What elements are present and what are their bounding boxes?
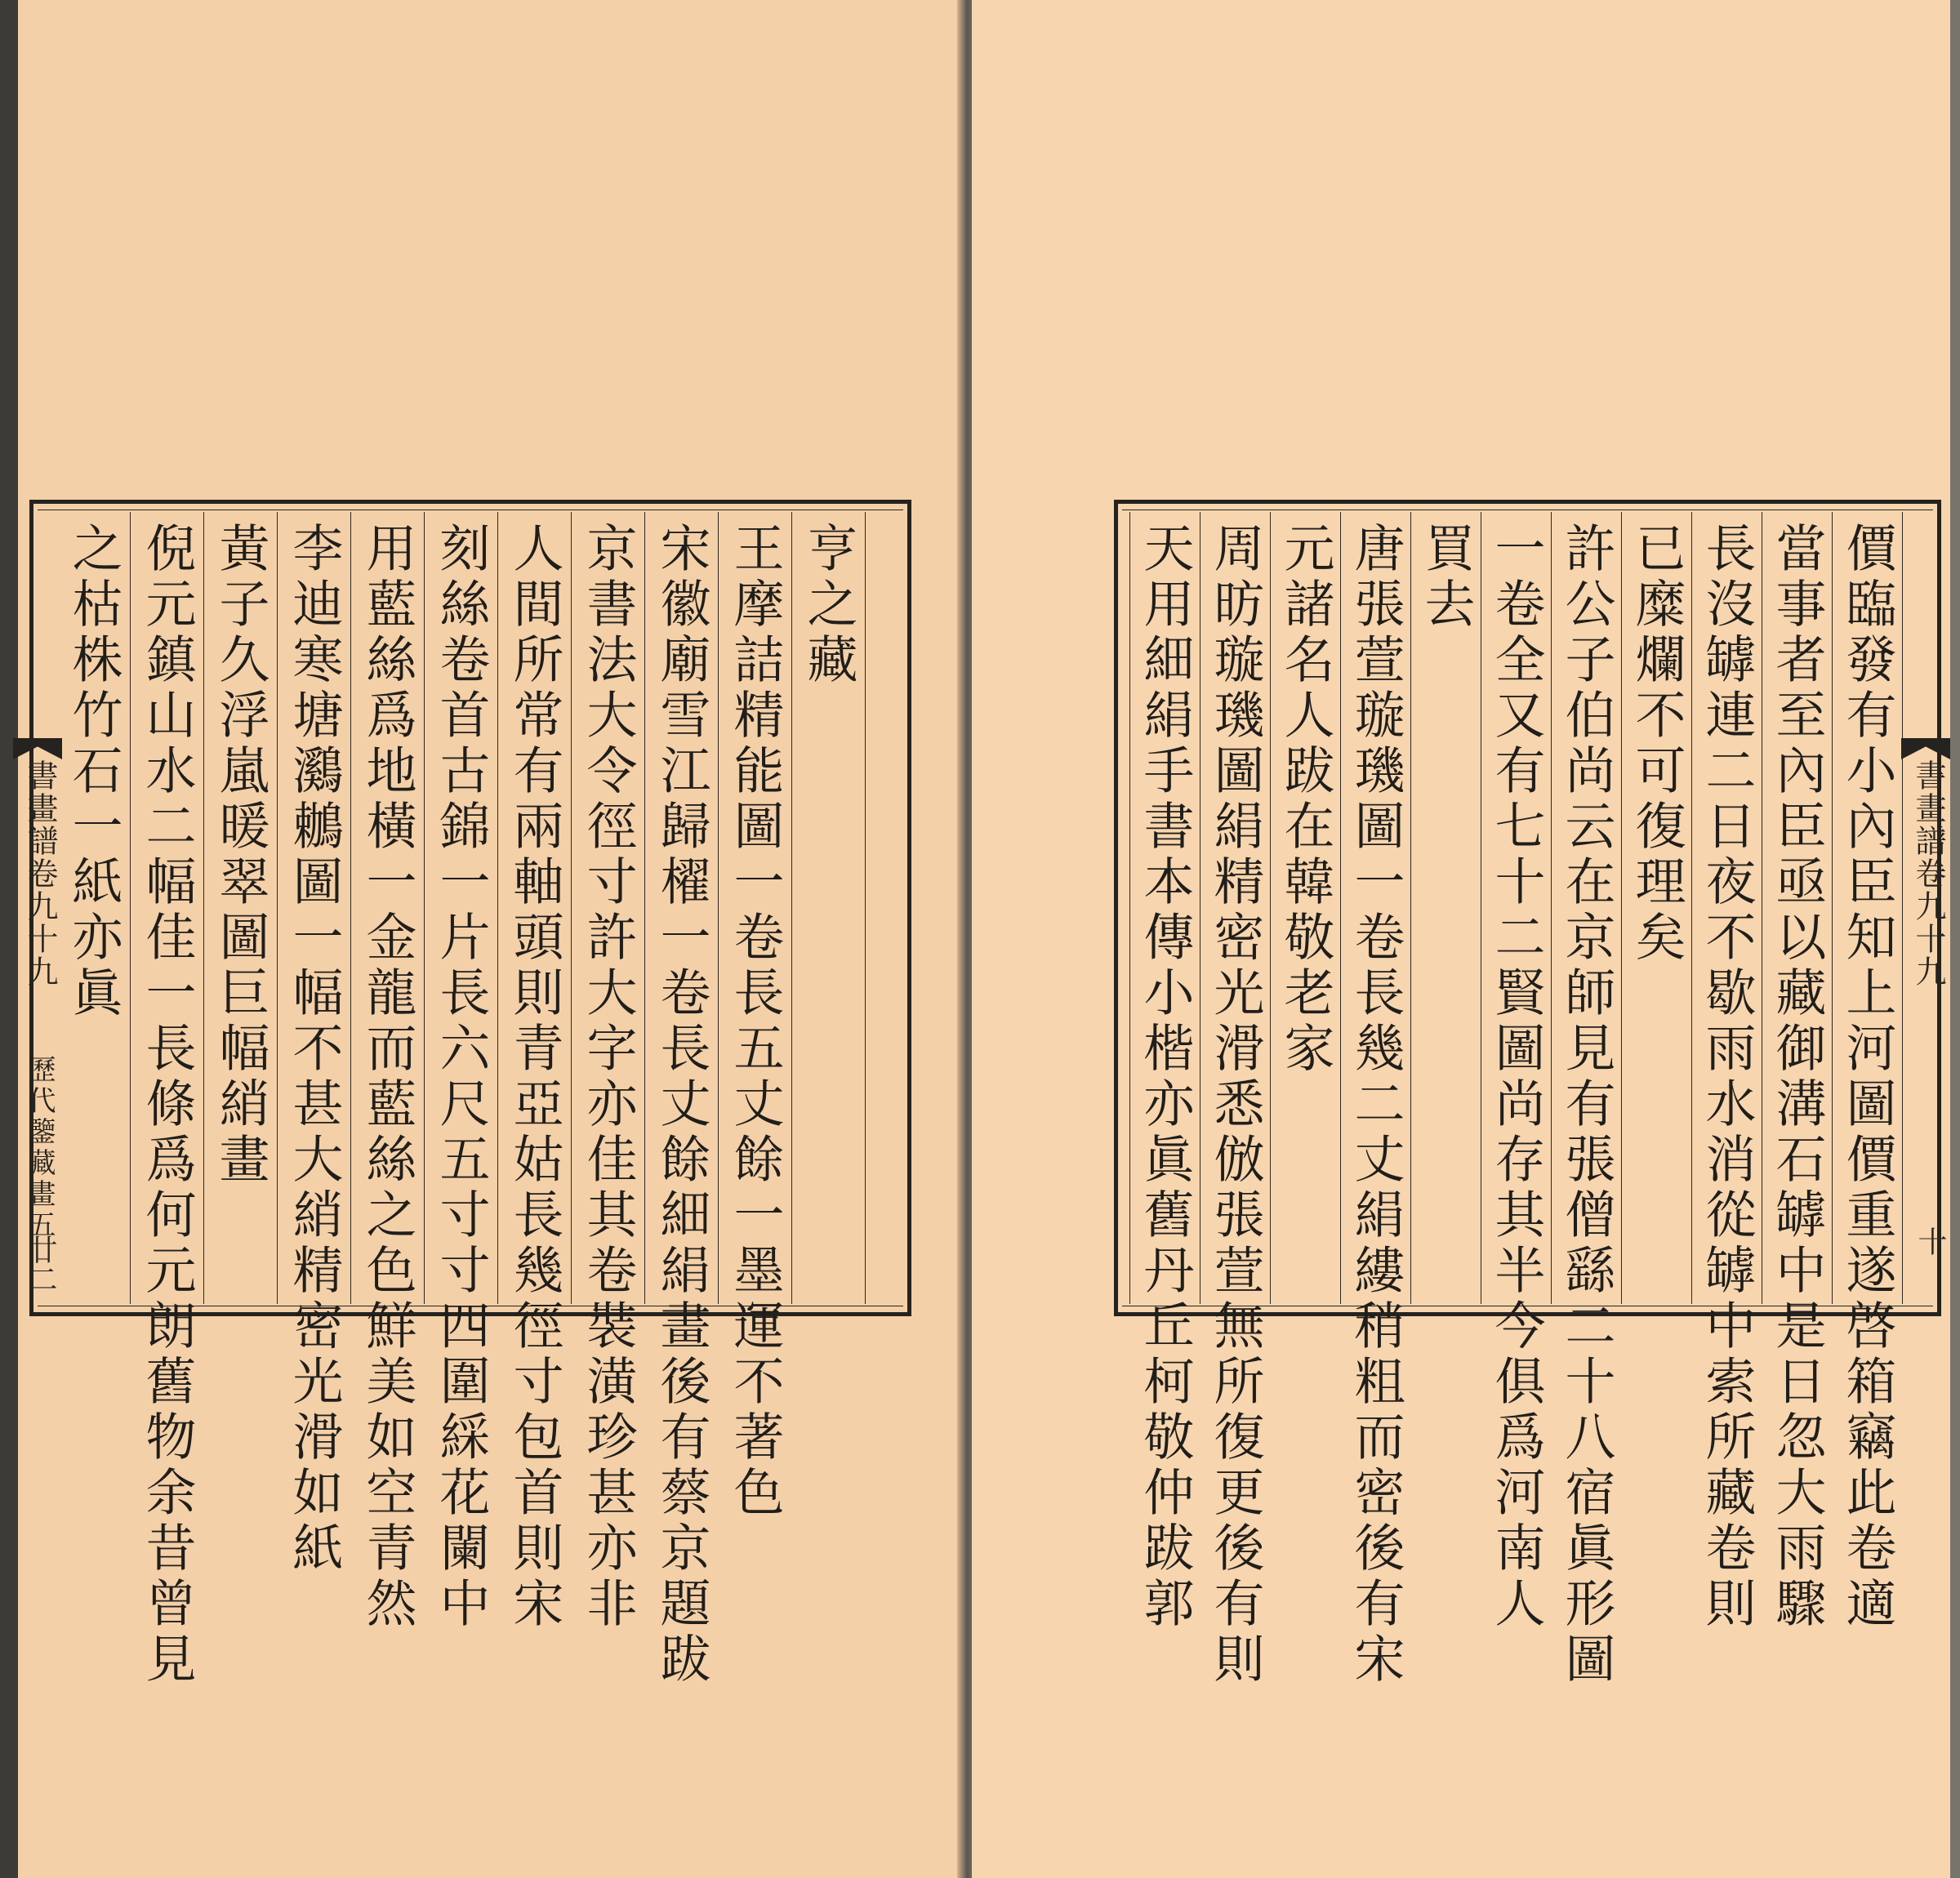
column-rule [718,512,719,1304]
left-page-fold [7,500,64,1316]
fold-page-number: 十 [1913,1226,1947,1256]
column-rule [203,512,204,1304]
column-rule [1832,512,1833,1304]
text-column: 倪元鎮山水二幅佳一長條爲何元朗舊物余昔曾見 [137,522,197,1688]
text-column: 黃子久浮嵐暖翠圖巨幅綃畫 [211,522,270,1188]
column-rule [130,512,131,1304]
text-column: 唐張萱璇璣圖一卷長幾二丈絹縷稍粗而密後有宋 [1346,522,1405,1688]
text-column: 天用細絹手書本傳小楷亦眞舊丹丘柯敬仲跋郭 [1135,522,1195,1632]
column-rule [1410,512,1411,1304]
text-column: 刻絲卷首古錦一片長六尺五寸寸四圍綵花闌中 [431,522,491,1632]
text-column: 李迪寒塘鸂鶒圖一幅不甚大綃精密光滑如紙 [284,522,344,1577]
book-edge-right [1950,0,1960,1878]
column-rule [865,512,866,1304]
text-column: 亨之藏 [799,522,858,688]
text-column: 買去 [1416,522,1476,633]
column-rule [350,512,351,1304]
fold-book-title: 書畫譜卷九十九 [1910,759,1946,988]
column-rule [277,512,278,1304]
fishtail-mark [13,738,62,759]
column-rule [497,512,498,1304]
text-column: 周昉璇璣圖絹精密光滑悉倣張萱無所復更後有則 [1205,522,1265,1688]
text-column: 用藍絲爲地橫一金龍而藍絲之色鮮美如空青然 [358,522,417,1632]
column-rule [791,512,792,1304]
left-page [18,0,967,1878]
text-column: 一卷全又有七十二賢圖尚存其半今俱爲河南人 [1486,522,1546,1632]
text-column: 已糜爛不可復理矣 [1627,522,1686,966]
column-rule [1551,512,1552,1304]
right-page [972,0,1952,1878]
text-column: 王摩詰精能圖一卷長五丈餘一墨運不著色 [725,522,785,1521]
text-column: 宋徽廟雪江歸櫂一卷長丈餘細絹畫後有蔡京題跋 [652,522,711,1688]
text-column: 之枯株竹石一紙亦眞 [64,522,123,1021]
text-column: 長沒罅連二日夜不歇雨水消從罅中索所藏卷則 [1697,522,1757,1632]
text-column: 人間所常有兩軸頭則青亞姑長幾徑寸包首則宋 [505,522,564,1632]
fold-section-title: 歷代鑒藏畫五 [23,1055,56,1241]
column-rule [1621,512,1622,1304]
right-text-frame [1114,500,1941,1688]
text-column: 京書法大令徑寸許大字亦佳其卷裝潢珍甚亦非 [578,522,638,1632]
text-column: 元諸名人跋在韓敬老家 [1276,522,1335,1077]
text-column: 價臨發有小內臣知上河圖價重遂啓箱竊此卷適 [1838,522,1897,1632]
column-rule [571,512,572,1304]
text-column: 許公子伯尚云在京師見有張僧繇二十八宿眞形圖 [1557,522,1616,1688]
column-rule [1129,512,1130,1304]
text-column: 當事者至內臣亟以藏御溝石罅中是日忽大雨驟 [1767,522,1827,1632]
right-page-fold [1895,500,1952,1316]
column-rule [644,512,645,1304]
fishtail-mark [1901,738,1950,759]
left-text-frame [29,500,911,1688]
fold-book-title: 書畫譜卷九十九 [22,759,58,988]
column-rule [424,512,425,1304]
column-rule [1270,512,1271,1304]
column-rule [1340,512,1341,1304]
column-rule [1691,512,1692,1304]
fold-page-number: 廿二 [24,1235,57,1293]
